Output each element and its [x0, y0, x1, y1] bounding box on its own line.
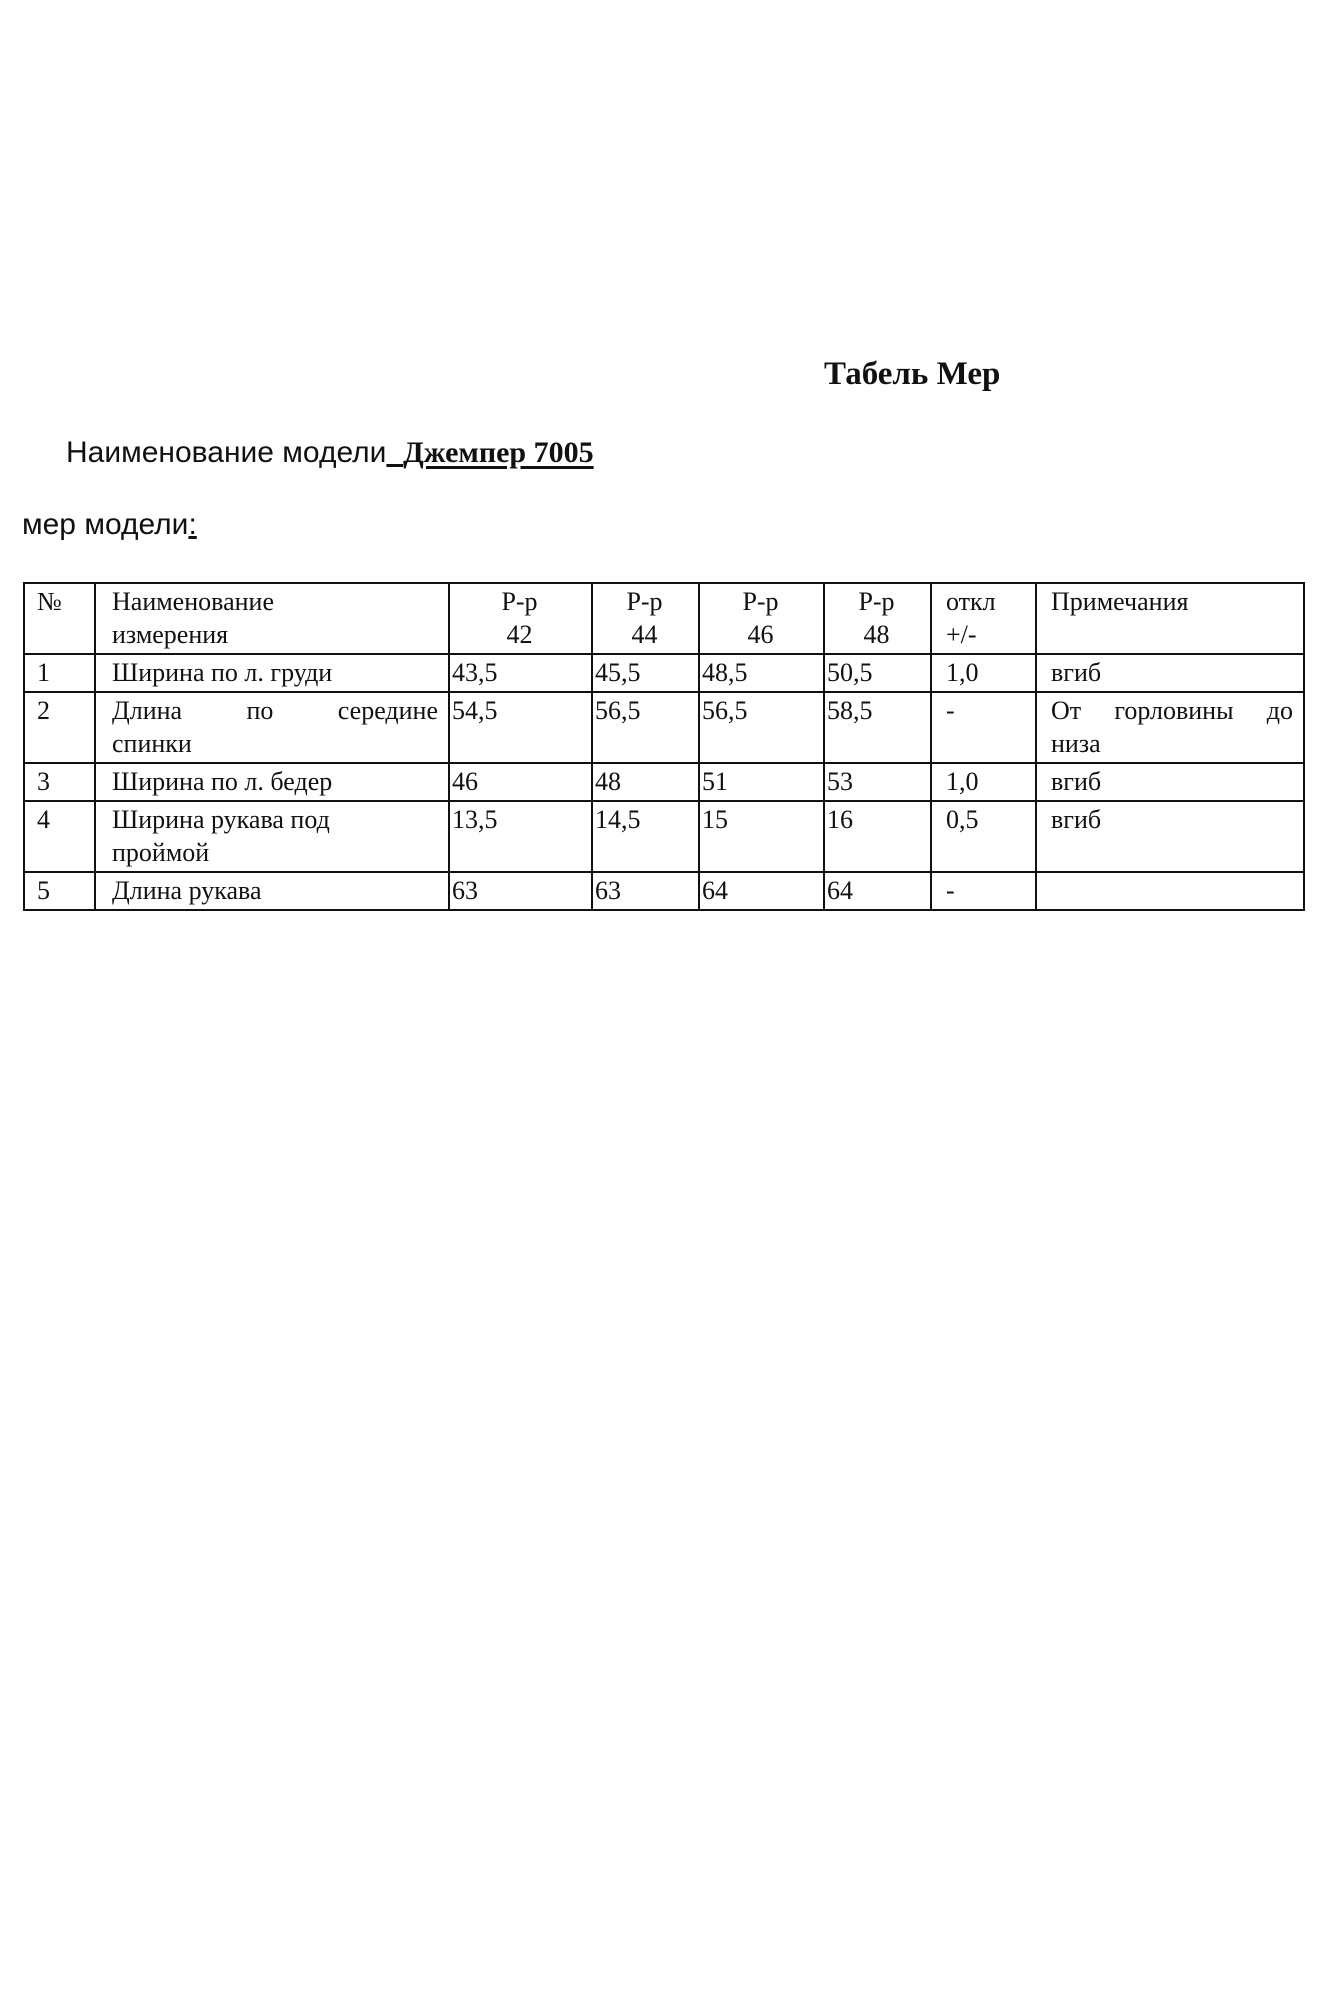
row-number: 1	[24, 654, 95, 692]
row-value-size-48: 58,5	[824, 692, 931, 763]
row-value-size-46: 64	[699, 872, 824, 910]
table-row	[24, 801, 1304, 872]
row-value-size-44: 45,5	[592, 654, 699, 692]
row-measurement-name: Ширина по л. бедер	[95, 763, 449, 801]
row-value-size-46: 48,5	[699, 654, 824, 692]
row-number: 3	[24, 763, 95, 801]
row-value-size-48: 16	[824, 801, 931, 872]
header-number: №	[24, 583, 95, 654]
row-number: 2	[24, 692, 95, 763]
row-value-size-44: 14,5	[592, 801, 699, 872]
row-value-size-44: 63	[592, 872, 699, 910]
row-deviation: 0,5	[931, 801, 1036, 872]
header-size-42: Р-р 42	[449, 583, 592, 654]
row-measurement-name: Длина рукава	[95, 872, 449, 910]
row-value-size-44: 48	[592, 763, 699, 801]
row-value-size-48: 50,5	[824, 654, 931, 692]
table-row	[24, 654, 1304, 692]
measure-label-line	[22, 508, 197, 542]
row-number: 4	[24, 801, 95, 872]
row-value-size-46: 51	[699, 763, 824, 801]
row-value-size-44: 56,5	[592, 692, 699, 763]
table-row	[24, 763, 1304, 801]
measurements-table	[23, 582, 1305, 911]
header-size-44: Р-р 44	[592, 583, 699, 654]
row-deviation: 1,0	[931, 654, 1036, 692]
row-measurement-name: Ширина по л. груди	[95, 654, 449, 692]
row-value-size-46: 56,5	[699, 692, 824, 763]
header-measurement-name: Наименование измерения	[95, 583, 449, 654]
row-measurement-name: Ширина рукава под проймой	[95, 801, 449, 872]
measure-label: мер модели	[22, 508, 189, 541]
model-label: Наименование модели	[66, 436, 387, 469]
row-note: От горловины до низа	[1036, 692, 1304, 763]
header-deviation: откл +/-	[931, 583, 1036, 654]
row-deviation: 1,0	[931, 763, 1036, 801]
measure-label-colon: :	[188, 508, 197, 541]
row-deviation: -	[931, 872, 1036, 910]
table-row	[24, 692, 1304, 763]
row-note: вгиб	[1036, 801, 1304, 872]
document-title: Табель Мер	[824, 356, 1001, 392]
row-value-size-48: 64	[824, 872, 931, 910]
row-measurement-name: Длина по середине спинки	[95, 692, 449, 763]
table-row	[24, 872, 1304, 910]
header-size-46: Р-р 46	[699, 583, 824, 654]
row-value-size-42: 54,5	[449, 692, 592, 763]
model-name: Джемпер 7005	[403, 436, 594, 469]
row-value-size-42: 63	[449, 872, 592, 910]
row-number: 5	[24, 872, 95, 910]
row-value-size-42: 46	[449, 763, 592, 801]
row-value-size-42: 13,5	[449, 801, 592, 872]
row-deviation: -	[931, 692, 1036, 763]
row-note: вгиб	[1036, 654, 1304, 692]
row-note	[1036, 872, 1304, 910]
header-size-48: Р-р 48	[824, 583, 931, 654]
header-notes: Примечания	[1036, 583, 1304, 654]
row-note: вгиб	[1036, 763, 1304, 801]
row-value-size-46: 15	[699, 801, 824, 872]
model-name-line	[66, 436, 594, 470]
table-header-row	[24, 583, 1304, 654]
row-value-size-42: 43,5	[449, 654, 592, 692]
row-value-size-48: 53	[824, 763, 931, 801]
